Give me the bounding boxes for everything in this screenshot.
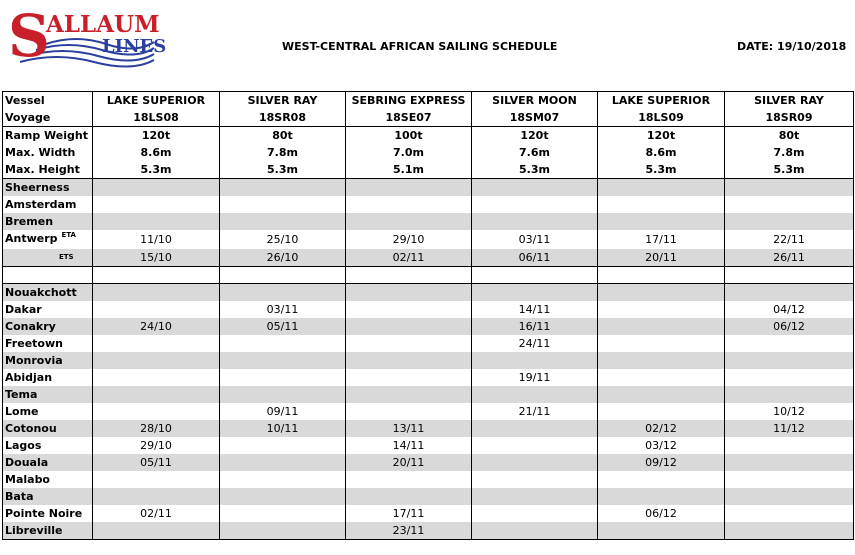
port-row-cell: 29/10 bbox=[346, 230, 472, 249]
port-row-label: Dakar bbox=[3, 301, 93, 318]
port-row bbox=[3, 386, 854, 403]
port-row-cell bbox=[725, 352, 854, 369]
voyage-row-cell: 18SR08 bbox=[220, 109, 346, 127]
port-row-cell bbox=[93, 284, 220, 302]
port-row-cell bbox=[93, 335, 220, 352]
port-row-cell: 21/11 bbox=[472, 403, 598, 420]
port-row-label: Freetown bbox=[3, 335, 93, 352]
port-row-cell: 09/12 bbox=[598, 454, 725, 471]
port-row-cell: 20/11 bbox=[346, 454, 472, 471]
port-row-cell bbox=[725, 386, 854, 403]
port-row bbox=[3, 437, 854, 454]
voyage-row-cell: 18SE07 bbox=[346, 109, 472, 127]
max-width-row-cell: 7.0m bbox=[346, 144, 472, 161]
ets-row-cell: 02/11 bbox=[346, 249, 472, 267]
port-row-cell bbox=[346, 318, 472, 335]
max-height-row-cell: 5.3m bbox=[472, 161, 598, 179]
port-row-cell bbox=[472, 471, 598, 488]
port-row-cell bbox=[346, 471, 472, 488]
port-row-cell bbox=[472, 213, 598, 230]
port-row-cell bbox=[346, 179, 472, 197]
port-row-cell bbox=[472, 437, 598, 454]
port-row-cell bbox=[725, 179, 854, 197]
port-row-cell bbox=[598, 284, 725, 302]
port-row-cell bbox=[93, 301, 220, 318]
port-row-cell: 11/10 bbox=[93, 230, 220, 249]
voyage-row bbox=[3, 109, 854, 127]
port-row-cell bbox=[598, 488, 725, 505]
sallaum-lines-logo bbox=[6, 2, 167, 70]
port-row-cell bbox=[472, 454, 598, 471]
ramp-weight-row-cell: 120t bbox=[598, 127, 725, 145]
sailing-schedule-table bbox=[2, 91, 854, 540]
max-width-row-cell: 8.6m bbox=[598, 144, 725, 161]
port-row bbox=[3, 179, 854, 197]
port-row-label: Libreville bbox=[3, 522, 93, 540]
port-row-cell bbox=[598, 352, 725, 369]
port-row bbox=[3, 318, 854, 335]
port-row-cell bbox=[220, 454, 346, 471]
port-row-cell: 23/11 bbox=[346, 522, 472, 540]
port-row bbox=[3, 230, 854, 249]
port-row-cell: 05/11 bbox=[220, 318, 346, 335]
vessel-row-cell: LAKE SUPERIOR bbox=[93, 92, 220, 110]
max-height-row bbox=[3, 161, 854, 179]
ets-row bbox=[3, 249, 854, 267]
port-row-cell bbox=[472, 505, 598, 522]
voyage-row-cell: 18SR09 bbox=[725, 109, 854, 127]
port-row-cell bbox=[93, 352, 220, 369]
voyage-row-cell: 18LS08 bbox=[93, 109, 220, 127]
port-row bbox=[3, 369, 854, 386]
port-row-cell bbox=[598, 522, 725, 540]
ramp-weight-row-cell: 100t bbox=[346, 127, 472, 145]
spacer-row-cell bbox=[598, 267, 725, 284]
port-row-cell bbox=[472, 284, 598, 302]
port-row-label: Lome bbox=[3, 403, 93, 420]
port-row-cell bbox=[93, 386, 220, 403]
port-row-cell bbox=[598, 301, 725, 318]
port-row-label: Sheerness bbox=[3, 179, 93, 197]
port-row-cell bbox=[725, 488, 854, 505]
port-row-label: Bata bbox=[3, 488, 93, 505]
max-width-row-cell: 7.8m bbox=[725, 144, 854, 161]
ramp-weight-row-cell: 120t bbox=[93, 127, 220, 145]
port-row-cell bbox=[725, 522, 854, 540]
port-row-cell bbox=[346, 386, 472, 403]
port-row-cell bbox=[346, 284, 472, 302]
ets-row-cell: 06/11 bbox=[472, 249, 598, 267]
vessel-row-cell: SEBRING EXPRESS bbox=[346, 92, 472, 110]
port-row-cell: 28/10 bbox=[93, 420, 220, 437]
port-row-cell bbox=[472, 386, 598, 403]
port-row-cell: 17/11 bbox=[598, 230, 725, 249]
ets-row-label bbox=[3, 249, 93, 267]
port-row-cell bbox=[725, 471, 854, 488]
logo-word2: LINES bbox=[102, 36, 167, 57]
page-title: WEST-CENTRAL AFRICAN SAILING SCHEDULE bbox=[282, 40, 558, 53]
port-row-cell bbox=[472, 179, 598, 197]
port-row-label: Abidjan bbox=[3, 369, 93, 386]
port-row-cell bbox=[346, 369, 472, 386]
vessel-row-label: Vessel bbox=[3, 92, 93, 110]
max-height-row-label: Max. Height bbox=[3, 161, 93, 179]
port-row-label: Cotonou bbox=[3, 420, 93, 437]
logo-initial: S bbox=[8, 2, 50, 70]
port-row-cell bbox=[93, 196, 220, 213]
port-row-label: Bremen bbox=[3, 213, 93, 230]
port-row-cell bbox=[725, 284, 854, 302]
spacer-row-label bbox=[3, 267, 93, 284]
port-row-cell bbox=[346, 213, 472, 230]
port-row bbox=[3, 403, 854, 420]
spacer-row-cell bbox=[725, 267, 854, 284]
port-row-cell bbox=[220, 488, 346, 505]
port-row-cell bbox=[472, 420, 598, 437]
port-row bbox=[3, 352, 854, 369]
port-row-cell bbox=[346, 352, 472, 369]
port-row bbox=[3, 505, 854, 522]
port-row-cell bbox=[725, 213, 854, 230]
port-row bbox=[3, 471, 854, 488]
port-row-cell: 25/10 bbox=[220, 230, 346, 249]
port-row-cell bbox=[93, 522, 220, 540]
port-row-cell: 16/11 bbox=[472, 318, 598, 335]
max-width-row-cell: 7.8m bbox=[220, 144, 346, 161]
port-row-cell: 02/12 bbox=[598, 420, 725, 437]
port-row-cell bbox=[220, 213, 346, 230]
port-row-cell bbox=[220, 437, 346, 454]
port-row-cell: 04/12 bbox=[725, 301, 854, 318]
port-row-cell bbox=[220, 284, 346, 302]
spacer-row-cell bbox=[472, 267, 598, 284]
port-row-cell: 05/11 bbox=[93, 454, 220, 471]
port-row bbox=[3, 196, 854, 213]
port-row-cell: 19/11 bbox=[472, 369, 598, 386]
vessel-row bbox=[3, 92, 854, 110]
eta-label: ETA bbox=[61, 231, 76, 239]
port-row-label: Amsterdam bbox=[3, 196, 93, 213]
port-row-cell: 11/12 bbox=[725, 420, 854, 437]
port-row-label bbox=[3, 230, 93, 249]
port-row-label: Monrovia bbox=[3, 352, 93, 369]
port-row-cell: 06/12 bbox=[598, 505, 725, 522]
port-row-cell bbox=[598, 369, 725, 386]
ets-row-cell: 26/10 bbox=[220, 249, 346, 267]
port-row-cell bbox=[220, 386, 346, 403]
port-name: Antwerp bbox=[5, 232, 58, 245]
port-row-label: Nouakchott bbox=[3, 284, 93, 302]
max-width-row-cell: 8.6m bbox=[93, 144, 220, 161]
port-row-cell: 06/12 bbox=[725, 318, 854, 335]
port-row bbox=[3, 284, 854, 302]
port-row-cell bbox=[220, 335, 346, 352]
port-row-cell bbox=[346, 488, 472, 505]
port-row-cell bbox=[472, 352, 598, 369]
port-row bbox=[3, 301, 854, 318]
ramp-weight-row-cell: 80t bbox=[220, 127, 346, 145]
port-row bbox=[3, 488, 854, 505]
port-row-cell bbox=[598, 471, 725, 488]
port-row bbox=[3, 335, 854, 352]
max-width-row bbox=[3, 144, 854, 161]
port-row bbox=[3, 420, 854, 437]
spacer-row-cell bbox=[220, 267, 346, 284]
port-row-cell bbox=[220, 352, 346, 369]
port-row-cell bbox=[93, 213, 220, 230]
port-row-cell bbox=[220, 369, 346, 386]
spacer-row bbox=[3, 267, 854, 284]
port-row-cell bbox=[472, 196, 598, 213]
port-row-cell: 09/11 bbox=[220, 403, 346, 420]
port-row-cell: 10/11 bbox=[220, 420, 346, 437]
port-row-cell bbox=[220, 179, 346, 197]
schedule-date: DATE: 19/10/2018 bbox=[737, 40, 847, 53]
vessel-row-cell: LAKE SUPERIOR bbox=[598, 92, 725, 110]
spacer-row-cell bbox=[346, 267, 472, 284]
max-height-row-cell: 5.3m bbox=[598, 161, 725, 179]
vessel-row-cell: SILVER RAY bbox=[725, 92, 854, 110]
port-row-cell: 17/11 bbox=[346, 505, 472, 522]
max-width-row-label: Max. Width bbox=[3, 144, 93, 161]
port-row-cell bbox=[725, 369, 854, 386]
max-height-row-cell: 5.3m bbox=[93, 161, 220, 179]
port-row-cell: 14/11 bbox=[472, 301, 598, 318]
max-width-row-cell: 7.6m bbox=[472, 144, 598, 161]
port-row-cell bbox=[725, 437, 854, 454]
port-row-cell bbox=[725, 335, 854, 352]
port-row-cell bbox=[93, 403, 220, 420]
max-height-row-cell: 5.3m bbox=[220, 161, 346, 179]
port-row-cell bbox=[472, 522, 598, 540]
port-row-cell bbox=[598, 213, 725, 230]
schedule-body bbox=[3, 92, 854, 540]
port-row-cell: 24/11 bbox=[472, 335, 598, 352]
port-row bbox=[3, 454, 854, 471]
port-row-cell bbox=[346, 403, 472, 420]
port-row bbox=[3, 213, 854, 230]
port-row-cell bbox=[598, 403, 725, 420]
port-row-label: Pointe Noire bbox=[3, 505, 93, 522]
port-row-cell: 03/11 bbox=[472, 230, 598, 249]
spacer-row-cell bbox=[93, 267, 220, 284]
vessel-row-cell: SILVER RAY bbox=[220, 92, 346, 110]
logo-word1: ALLAUM bbox=[46, 11, 160, 38]
vessel-row-cell: SILVER MOON bbox=[472, 92, 598, 110]
port-row-cell bbox=[346, 301, 472, 318]
port-row-label: Lagos bbox=[3, 437, 93, 454]
port-row-cell: 22/11 bbox=[725, 230, 854, 249]
ets-label: ETS bbox=[59, 253, 74, 261]
ramp-weight-row bbox=[3, 127, 854, 145]
port-row-cell bbox=[220, 522, 346, 540]
port-row-cell bbox=[93, 179, 220, 197]
port-row-cell bbox=[598, 179, 725, 197]
port-row-cell bbox=[220, 471, 346, 488]
port-row-cell bbox=[346, 196, 472, 213]
port-row-cell: 13/11 bbox=[346, 420, 472, 437]
port-row-cell bbox=[93, 471, 220, 488]
port-row-label: Douala bbox=[3, 454, 93, 471]
ets-row-cell: 15/10 bbox=[93, 249, 220, 267]
ramp-weight-row-label: Ramp Weight bbox=[3, 127, 93, 145]
port-row-cell bbox=[598, 318, 725, 335]
port-row-cell: 10/12 bbox=[725, 403, 854, 420]
ets-row-cell: 20/11 bbox=[598, 249, 725, 267]
port-row-cell bbox=[220, 196, 346, 213]
max-height-row-cell: 5.1m bbox=[346, 161, 472, 179]
ramp-weight-row-cell: 120t bbox=[472, 127, 598, 145]
port-row-label: Tema bbox=[3, 386, 93, 403]
port-row-label: Malabo bbox=[3, 471, 93, 488]
port-row-cell: 03/12 bbox=[598, 437, 725, 454]
port-row-cell bbox=[725, 454, 854, 471]
port-row-cell bbox=[93, 488, 220, 505]
port-row-cell: 03/11 bbox=[220, 301, 346, 318]
port-row-cell: 29/10 bbox=[93, 437, 220, 454]
port-row-label: Conakry bbox=[3, 318, 93, 335]
header bbox=[0, 0, 855, 90]
ramp-weight-row-cell: 80t bbox=[725, 127, 854, 145]
port-row-cell: 24/10 bbox=[93, 318, 220, 335]
port-row-cell bbox=[598, 196, 725, 213]
voyage-row-label: Voyage bbox=[3, 109, 93, 127]
port-row-cell bbox=[472, 488, 598, 505]
port-row-cell bbox=[598, 335, 725, 352]
port-row bbox=[3, 522, 854, 540]
voyage-row-cell: 18LS09 bbox=[598, 109, 725, 127]
port-row-cell bbox=[725, 196, 854, 213]
port-row-cell bbox=[93, 369, 220, 386]
port-row-cell: 02/11 bbox=[93, 505, 220, 522]
max-height-row-cell: 5.3m bbox=[725, 161, 854, 179]
port-row-cell bbox=[220, 505, 346, 522]
port-row-cell bbox=[725, 505, 854, 522]
ets-row-cell: 26/11 bbox=[725, 249, 854, 267]
port-row-cell bbox=[346, 335, 472, 352]
port-row-cell: 14/11 bbox=[346, 437, 472, 454]
voyage-row-cell: 18SM07 bbox=[472, 109, 598, 127]
port-row-cell bbox=[598, 386, 725, 403]
